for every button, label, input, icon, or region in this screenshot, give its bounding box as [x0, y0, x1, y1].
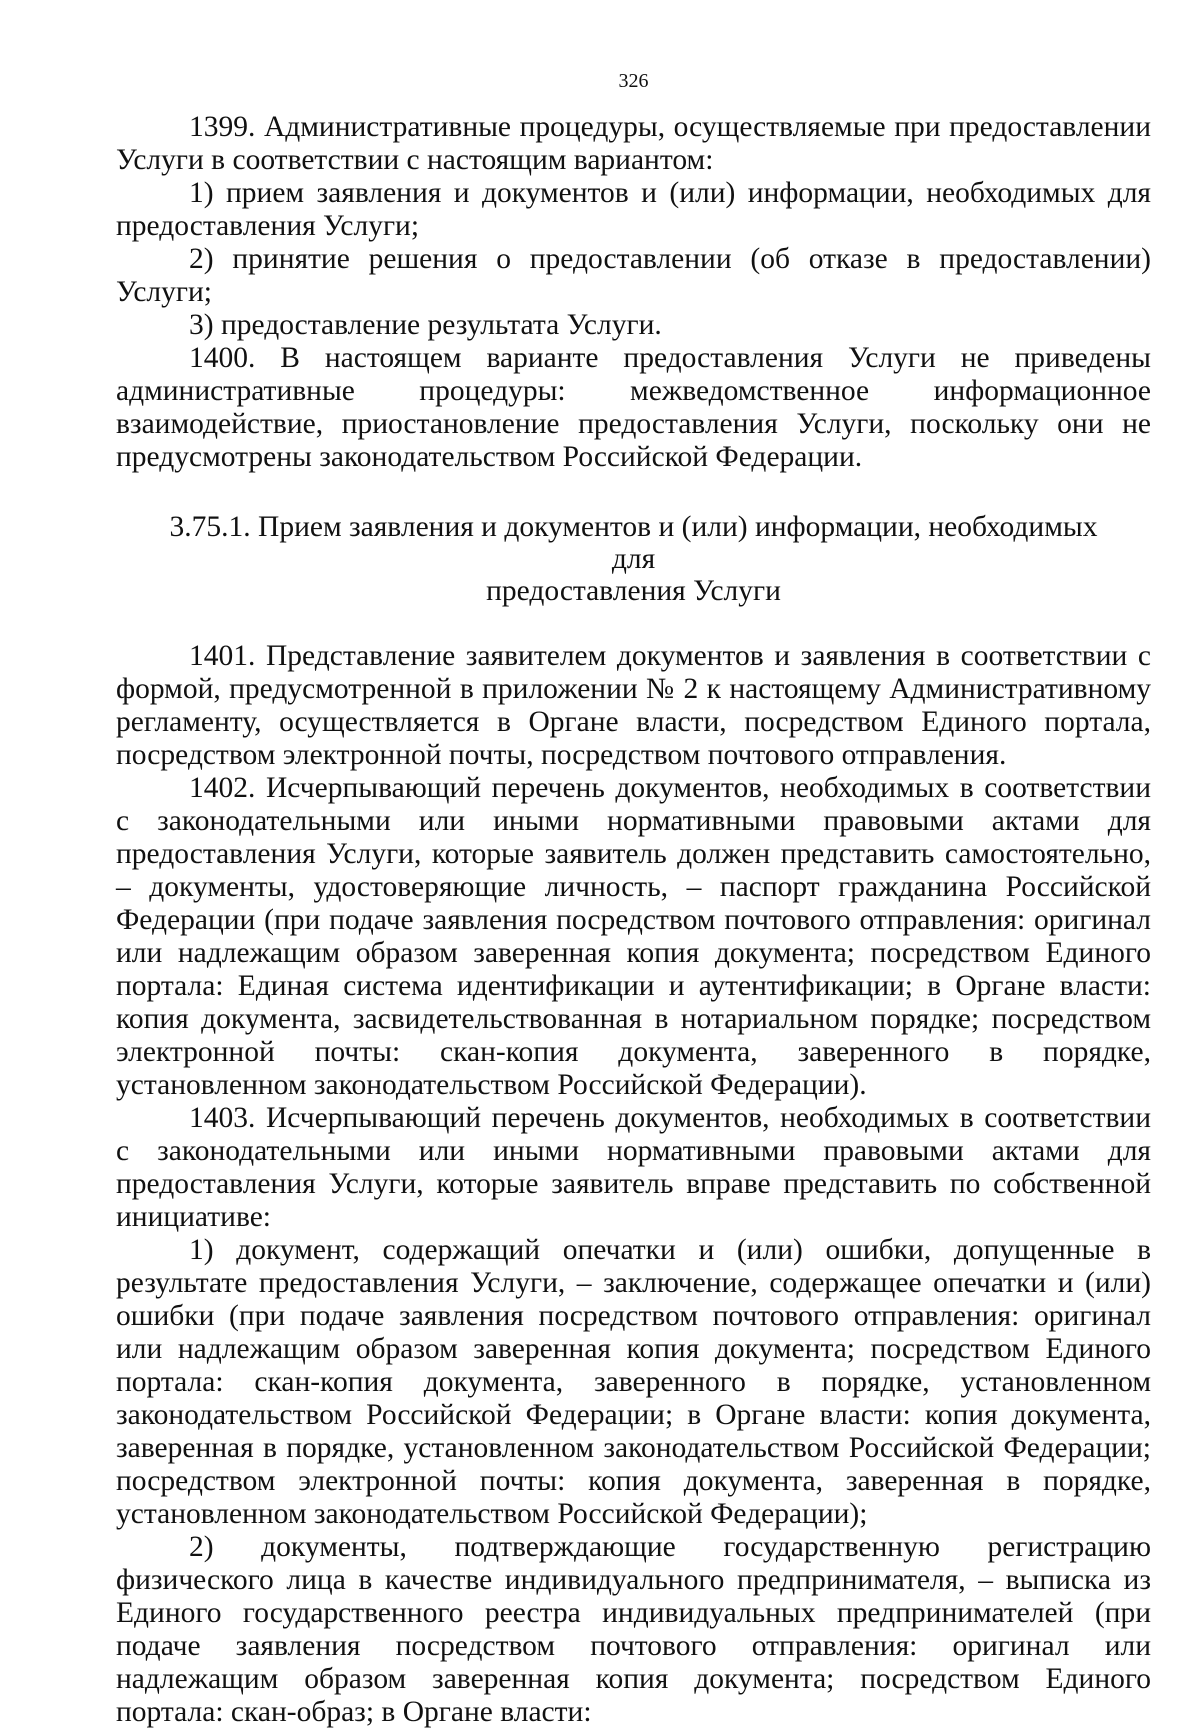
paragraph-1401: 1401. Представление заявителем документов и заявления в соответствии с формой, предусмотренной в приложении № 2 к настоящему Административному регламенту, осуществляется в Органе власти, посредством Единого портала, посредством электронной почты, посредством почтового отправления. — [116, 640, 1151, 771]
section-heading-line-2: предоставления Услуги — [486, 575, 781, 607]
list-item-3: 3) предоставление результата Услуги. — [189, 309, 662, 341]
list-item-1: 1) прием заявления и документов и (или) информации, необходимых для предоставления Услуги; — [116, 177, 1151, 242]
paragraph-1400: 1400. В настоящем варианте предоставления Услуги не приведены административные процедуры: межведомственное информационное взаимодействие, приостановление предоставления Услуги, поскольку они не предусмотрены законодательством Российской Федерации. — [116, 342, 1151, 473]
paragraph-1402: 1402. Исчерпывающий перечень документов, необходимых в соответствии с законодательными или иными нормативными правовыми актами для предоставления Услуги, которые заявитель должен представить самостоятельно, – документы, удостоверяющие личность, – паспорт гражданина Российской Федерации (при подаче заявления посредством почтового отправления: оригинал или надлежащим образом заверенная копия документа; посредством Единого портала: Единая система идентификации и аутентификации; в Органе власти: копия документа, засвидетельствованная в нотариальном порядке; посредством электронной почты: скан-копия документа, заверенного в порядке, установленном законодательством Российской Федерации). — [116, 772, 1151, 1101]
page-number: 326 — [618, 70, 649, 92]
list-item-2-documents: 2) документы, подтверждающие государственную регистрацию физического лица в качестве индивидуального предпринимателя, – выписка из Единого государственного реестра индивидуальных предпринимателей (при подаче заявления посредством почтового отправления: оригинал или надлежащим образом заверенная копия документа; посредством Единого портала: скан-образ; в Органе власти: — [116, 1531, 1151, 1728]
paragraph-1399: 1399. Административные процедуры, осуществляемые при предоставлении Услуги в соответствии с настоящим вариантом: — [116, 111, 1151, 176]
section-heading-line-1: 3.75.1. Прием заявления и документов и (или) информации, необходимых для — [169, 511, 1098, 575]
document-page — [116, 60, 1151, 1729]
list-item-2: 2) принятие решения о предоставлении (об отказе в предоставлении) Услуги; — [116, 243, 1151, 308]
paragraph-1403: 1403. Исчерпывающий перечень документов, необходимых в соответствии с законодательными или иными нормативными правовыми актами для предоставления Услуги, которые заявитель вправе представить по собственной инициативе: — [116, 1102, 1151, 1233]
list-item-1-documents: 1) документ, содержащий опечатки и (или) ошибки, допущенные в результате предоставления Услуги, – заключение, содержащее опечатки и (или) ошибки (при подаче заявления посредством почтового отправления: оригинал или надлежащим образом заверенная копия документа; посредством Единого портала: скан-копия документа, заверенного в порядке, установленном законодательством Российской Федерации; в Органе власти: копия документа, заверенная в порядке, установленном законодательством Российской Федерации; посредством электронной почты: копия документа, заверенная в порядке, установленном законодательством Российской Федерации); — [116, 1234, 1151, 1530]
section-heading — [152, 511, 1115, 607]
